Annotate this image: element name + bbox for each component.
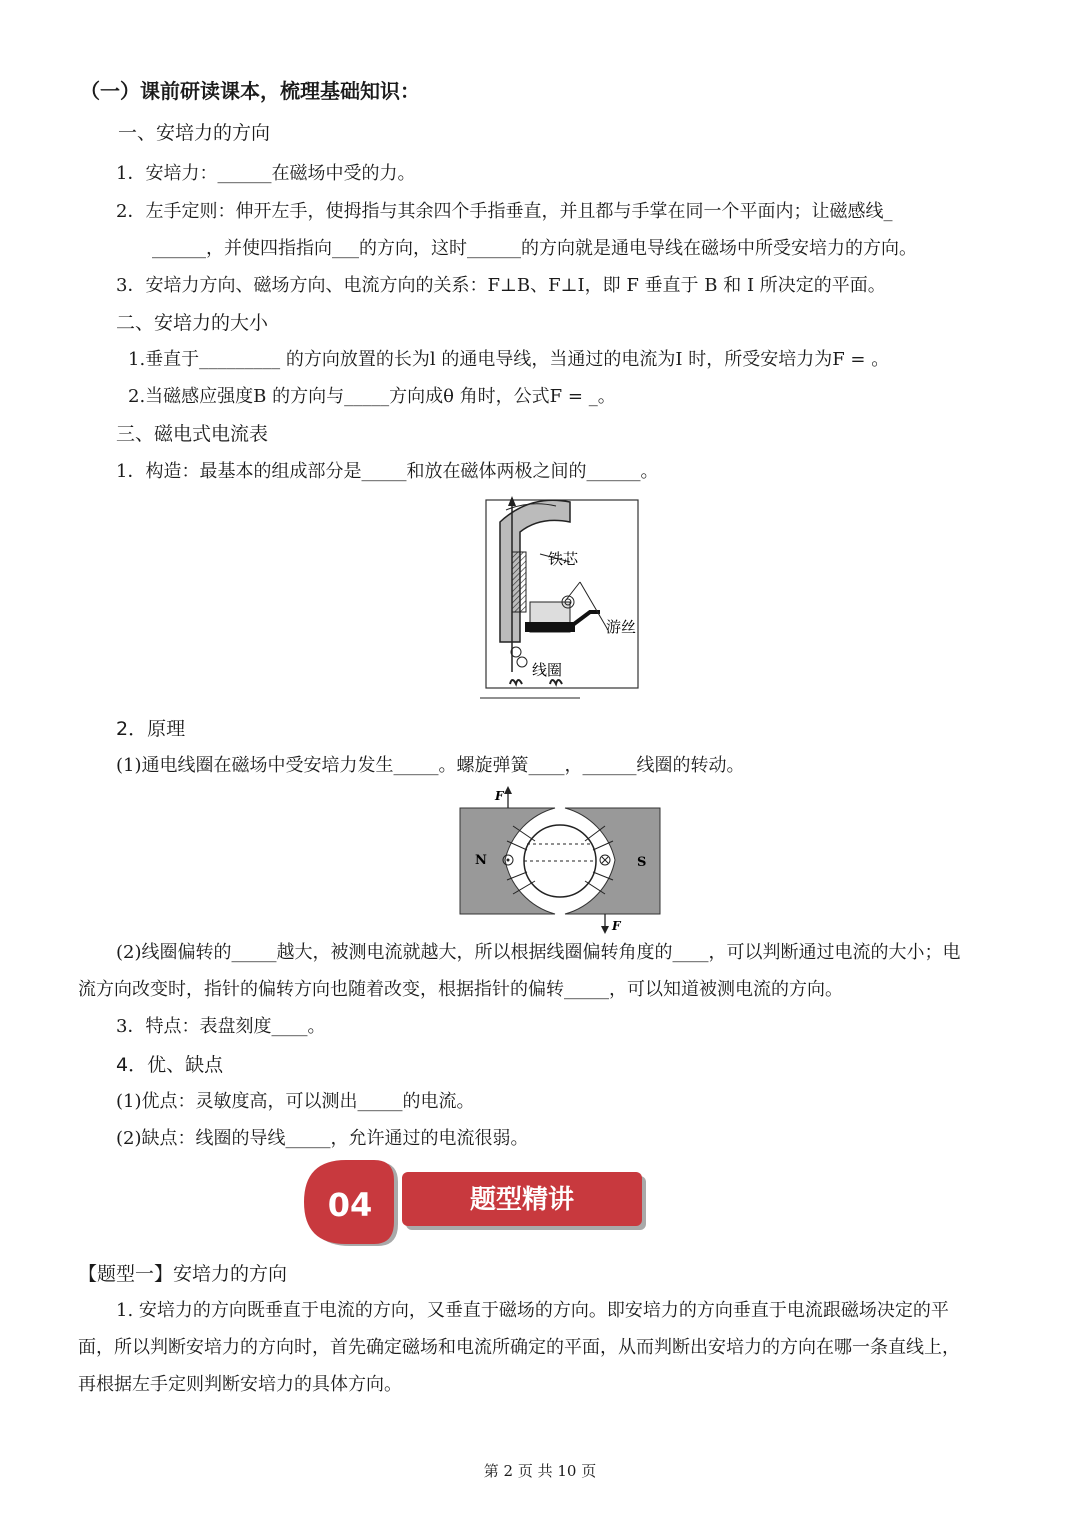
section-heading: （一）课前研读课本，梳理基础知识： [80, 79, 420, 103]
part3-item-2-2b: 流方向改变时，指针的偏转方向也随着改变，根据指针的偏转_____，可以知道被测电流的方向。 [78, 979, 843, 1000]
page-footer: 第 2 页 共 10 页 [483, 1462, 597, 1480]
banner-number: 04 [327, 1186, 373, 1224]
part3-item-2-1: (1)通电线圈在磁场中受安培力发生_____。螺旋弹簧____，______线圈的转动。 [116, 755, 745, 776]
part1-item-3: 3．安培力方向、磁场方向、电流方向的关系：F⊥B、F⊥I，即 F 垂直于 B 和 I 所决定的平面。 [116, 275, 886, 296]
spring-label: 游丝 [606, 618, 637, 636]
part3-item-4-1: (1)优点：灵敏度高，可以测出_____的电流。 [116, 1091, 475, 1112]
galvanometer-structure-figure [470, 492, 670, 707]
north-pole-label: N [475, 853, 487, 868]
part3-item-2-2a: (2)线圈偏转的_____越大，被测电流就越大，所以根据线圈偏转角度的____，可以判断通过电流的大小；电 [116, 942, 961, 963]
part3-item-3: 3．特点：表盘刻度____。 [116, 1016, 326, 1037]
force-top-label: F [495, 789, 504, 803]
type1-paragraph-line-3: 再根据左手定则判断安培力的具体方向。 [78, 1374, 402, 1395]
south-pole-label: S [637, 855, 647, 870]
type1-heading: 【题型一】安培力的方向 [78, 1263, 288, 1285]
type1-paragraph-line-2: 面，所以判断安培力的方向时，首先确定磁场和电流所确定的平面，从而判断出安培力的方向在哪一条直线上， [78, 1337, 960, 1358]
part3-item-1: 1．构造：最基本的组成部分是_____和放在磁体两极之间的______。 [116, 461, 659, 482]
section-banner [300, 1160, 660, 1252]
magnetic-field-figure [455, 786, 665, 934]
coil-label: 线圈 [532, 661, 563, 679]
part1-item-2: 2．左手定则：伸开左手，使拇指与其余四个手指垂直，并且都与手掌在同一个平面内；让磁感线_ [116, 201, 893, 222]
type1-paragraph-line-1: 1. 安培力的方向既垂直于电流的方向，又垂直于磁场的方向。即安培力的方向垂直于电流跟磁场决定的平 [116, 1300, 949, 1321]
part3-item-4-heading: 4．优、缺点 [116, 1054, 224, 1076]
part1-item-2-cont: ______，并使四指指向___的方向，这时______的方向就是通电导线在磁场中所受安培力的方向。 [152, 238, 917, 259]
part1-heading: 一、安培力的方向 [118, 122, 271, 144]
part2-heading: 二、安培力的大小 [116, 312, 269, 334]
part3-heading: 三、磁电式电流表 [116, 423, 269, 445]
core-label: 铁芯 [548, 550, 579, 568]
part3-item-2-heading: 2．原理 [116, 718, 186, 740]
part1-item-1: 1．安培力：______在磁场中受的力。 [116, 163, 416, 184]
part2-item-2: 2.当磁感应强度B 的方向与_____方向成θ 角时，公式F = _。 [128, 386, 616, 407]
part3-item-4-2: (2)缺点：线圈的导线_____，允许通过的电流很弱。 [116, 1128, 529, 1149]
part2-item-1: 1.垂直于_________ 的方向放置的长为l 的通电导线，当通过的电流为I 时，所受安培力为F = 。 [128, 349, 890, 370]
force-bottom-label: F [612, 919, 621, 933]
banner-title: 题型精讲 [469, 1185, 575, 1215]
